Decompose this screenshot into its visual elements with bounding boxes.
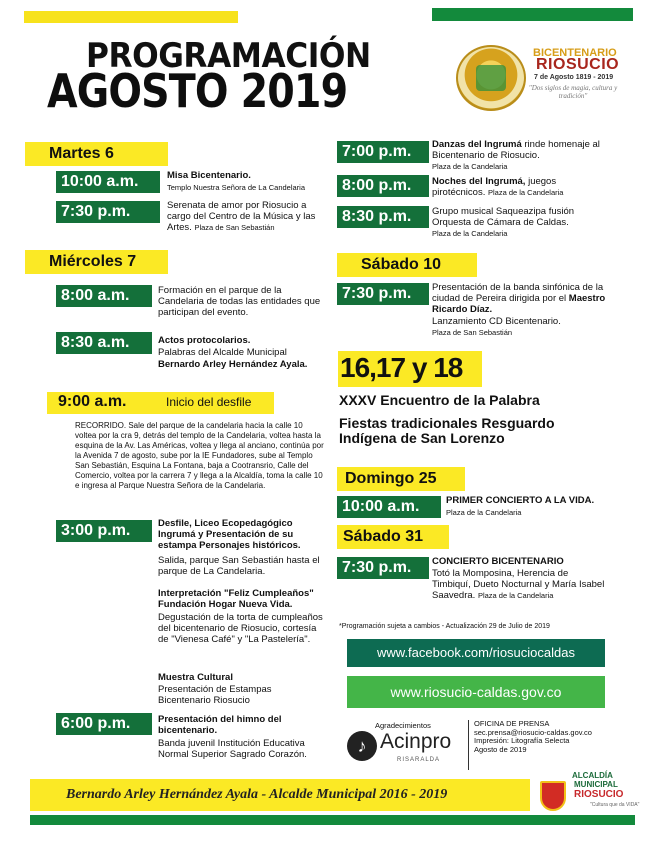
event-desc: Presentación de Estampas Bicentenario Riosucio bbox=[158, 684, 272, 707]
time-badge: 10:00 a.m. bbox=[56, 171, 160, 193]
time-badge: 8:30 a.m. bbox=[56, 332, 152, 354]
event-desc: Palabras del Alcalde Municipal bbox=[158, 347, 287, 358]
desfile-label: Inicio del desfile bbox=[166, 395, 252, 409]
fiestas-title: Fiestas tradicionales Resguardo Indígena de San Lorenzo bbox=[339, 415, 555, 446]
event-desc: Presentación de la banda sinfónica de la ciudad de Pereira dirigida por el Maestro Ricardo Díaz. Lanzamiento CD Bicentenario. Plaza de San Sebastián bbox=[432, 282, 606, 337]
event-title: CONCIERTO BICENTENARIO bbox=[432, 556, 564, 567]
event-desc: Salida, parque San Sebastián hasta el parque de La Candelaria. bbox=[158, 555, 320, 578]
dates-16-17-18: 16,17 y 18 bbox=[340, 352, 463, 383]
logo-bicentenario: BICENTENARIO bbox=[533, 47, 617, 59]
event-title: Misa Bicentenario. bbox=[167, 170, 251, 181]
event-place: Templo Nuestra Señora de La Candelaria bbox=[167, 183, 305, 192]
event-title: Interpretación "Feliz Cumpleaños" Fundación Hogar Nueva Vida. bbox=[158, 588, 314, 611]
event-title: PRIMER CONCIERTO A LA VIDA. bbox=[446, 495, 595, 506]
day-domingo-25: Domingo 25 bbox=[337, 467, 465, 491]
mayor-signature: Bernardo Arley Hernández Ayala - Alcalde Municipal 2016 - 2019 bbox=[66, 787, 448, 802]
alcaldia-slogan: "Cultura que da VIDA" bbox=[590, 802, 640, 808]
day-sabado-10: Sábado 10 bbox=[337, 253, 477, 277]
municipal-label: MUNICIPAL bbox=[574, 780, 618, 789]
event-title: Presentación del himno del bicentenario. bbox=[158, 714, 282, 737]
alcaldia-label: ALCALDÍA bbox=[572, 771, 613, 780]
update-note: *Programación sujeta a cambios - Actualización 29 de Julio de 2019 bbox=[339, 623, 550, 630]
time-badge: 7:30 p.m. bbox=[337, 283, 429, 305]
event-desc: Banda juvenil Institución Educativa Normal Superior Sagrado Corazón. bbox=[158, 738, 307, 761]
event-title: Desfile, Liceo Ecopedagógico Ingrumá y Presentación de su estampa Personajes históricos. bbox=[158, 518, 301, 552]
event-desc: Grupo musical Saqueazipa fusión Orquesta de Cámara de Caldas. Plaza de la Candelaria bbox=[432, 206, 575, 239]
event-desc: Serenata de amor por Riosucio a cargo del Centro de la Música y las Artes. Plaza de San Sebastián bbox=[167, 200, 316, 234]
day-sabado-31: Sábado 31 bbox=[337, 525, 449, 549]
prensa-block: OFICINA DE PRENSA sec.prensa@riosucio-caldas.gov.co Impresión: Litografía Selecta Agosto de 2019 bbox=[474, 719, 592, 754]
time-badge: 8:00 p.m. bbox=[337, 175, 429, 197]
event-place: Plaza de la Candelaria bbox=[446, 508, 522, 517]
divider bbox=[468, 720, 469, 770]
logo-slogan: "Dos siglos de magia, cultura y tradición" bbox=[528, 84, 618, 100]
time-badge: 7:00 p.m. bbox=[337, 141, 429, 163]
event-title: Muestra Cultural bbox=[158, 672, 233, 683]
event-name: Bernardo Arley Hernández Ayala. bbox=[158, 359, 308, 370]
facebook-link[interactable]: www.facebook.com/riosuciocaldas bbox=[347, 639, 605, 667]
recorrido-text: RECORRIDO. Sale del parque de la candelaria hacia la calle 10 voltea por la cra 9, detrás del templo de la Candelaria, voltea hasta la esquina de la Av. Las Américas, voltea y llega al anciano, continúa por la Avenida 7 de agosto, sube por la IE Fundadores, sube al Templo San Sebastián, Esquina La Fontana, baja a Cootransrio, Calle del Comercio, voltea por la carrera 7 y llega a la Alcaldía, toma la calle 10 e ingresa al Parque Nuestra Señora de la Candelaria. bbox=[75, 421, 324, 490]
bicentenario-seal-icon bbox=[456, 45, 526, 111]
acinpro-note-icon: ♪ bbox=[347, 731, 377, 761]
encuentro-title: XXXV Encuentro de la Palabra bbox=[339, 392, 540, 408]
event-title: Actos protocolarios. bbox=[158, 335, 251, 346]
page-title-line2: AGOSTO 2019 bbox=[47, 64, 348, 118]
acinpro-logo: Acinpro bbox=[380, 730, 452, 753]
time-badge: 7:30 p.m. bbox=[56, 201, 160, 223]
logo-riosucio: RIOSUCIO bbox=[536, 56, 620, 73]
event-desc: Danzas del Ingrumá rinde homenaje al Bicentenario de Riosucio. Plaza de la Candelaria bbox=[432, 139, 600, 172]
agradecimientos-label: Agradecimientos bbox=[375, 721, 431, 730]
day-miercoles-7: Miércoles 7 bbox=[25, 250, 168, 274]
time-badge: 3:00 p.m. bbox=[56, 520, 152, 542]
event-desc: Degustación de la torta de cumpleaños del bicentenario de Riosucio, cortesía de "Vienesa Café" y "La Pastelería". bbox=[158, 612, 323, 646]
bottom-green-bar bbox=[30, 815, 635, 825]
event-desc: Noches del Ingrumá, juegos pirotécnicos. Plaza de la Candelaria bbox=[432, 176, 564, 199]
top-yellow-bar bbox=[24, 11, 238, 23]
event-desc: Formación en el parque de la Candelaria de todas las entidades que participan del evento. bbox=[158, 285, 321, 319]
time-badge: 8:00 a.m. bbox=[56, 285, 152, 307]
riosucio-shield-icon bbox=[540, 781, 566, 811]
time-badge: 6:00 p.m. bbox=[56, 713, 152, 735]
top-green-bar bbox=[432, 8, 633, 21]
time-badge: 8:30 p.m. bbox=[337, 206, 429, 228]
logo-dates: 7 de Agosto 1819 - 2019 bbox=[534, 74, 614, 81]
time-badge: 7:30 p.m. bbox=[337, 557, 429, 579]
event-desc: Totó la Momposina, Herencia de Timbiquí, Dueto Nocturnal y María Isabel Saavedra. Plaza de la Candelaria bbox=[432, 568, 605, 602]
time-badge: 10:00 a.m. bbox=[337, 496, 441, 518]
risaralda-label: RISARALDA bbox=[397, 757, 441, 763]
day-martes-6: Martes 6 bbox=[25, 142, 168, 166]
website-link[interactable]: www.riosucio-caldas.gov.co bbox=[347, 676, 605, 708]
time-label: 9:00 a.m. bbox=[58, 393, 127, 410]
riosucio-label: RIOSUCIO bbox=[574, 789, 624, 800]
page-title-line1: PROGRAMACIÓN bbox=[86, 36, 371, 76]
